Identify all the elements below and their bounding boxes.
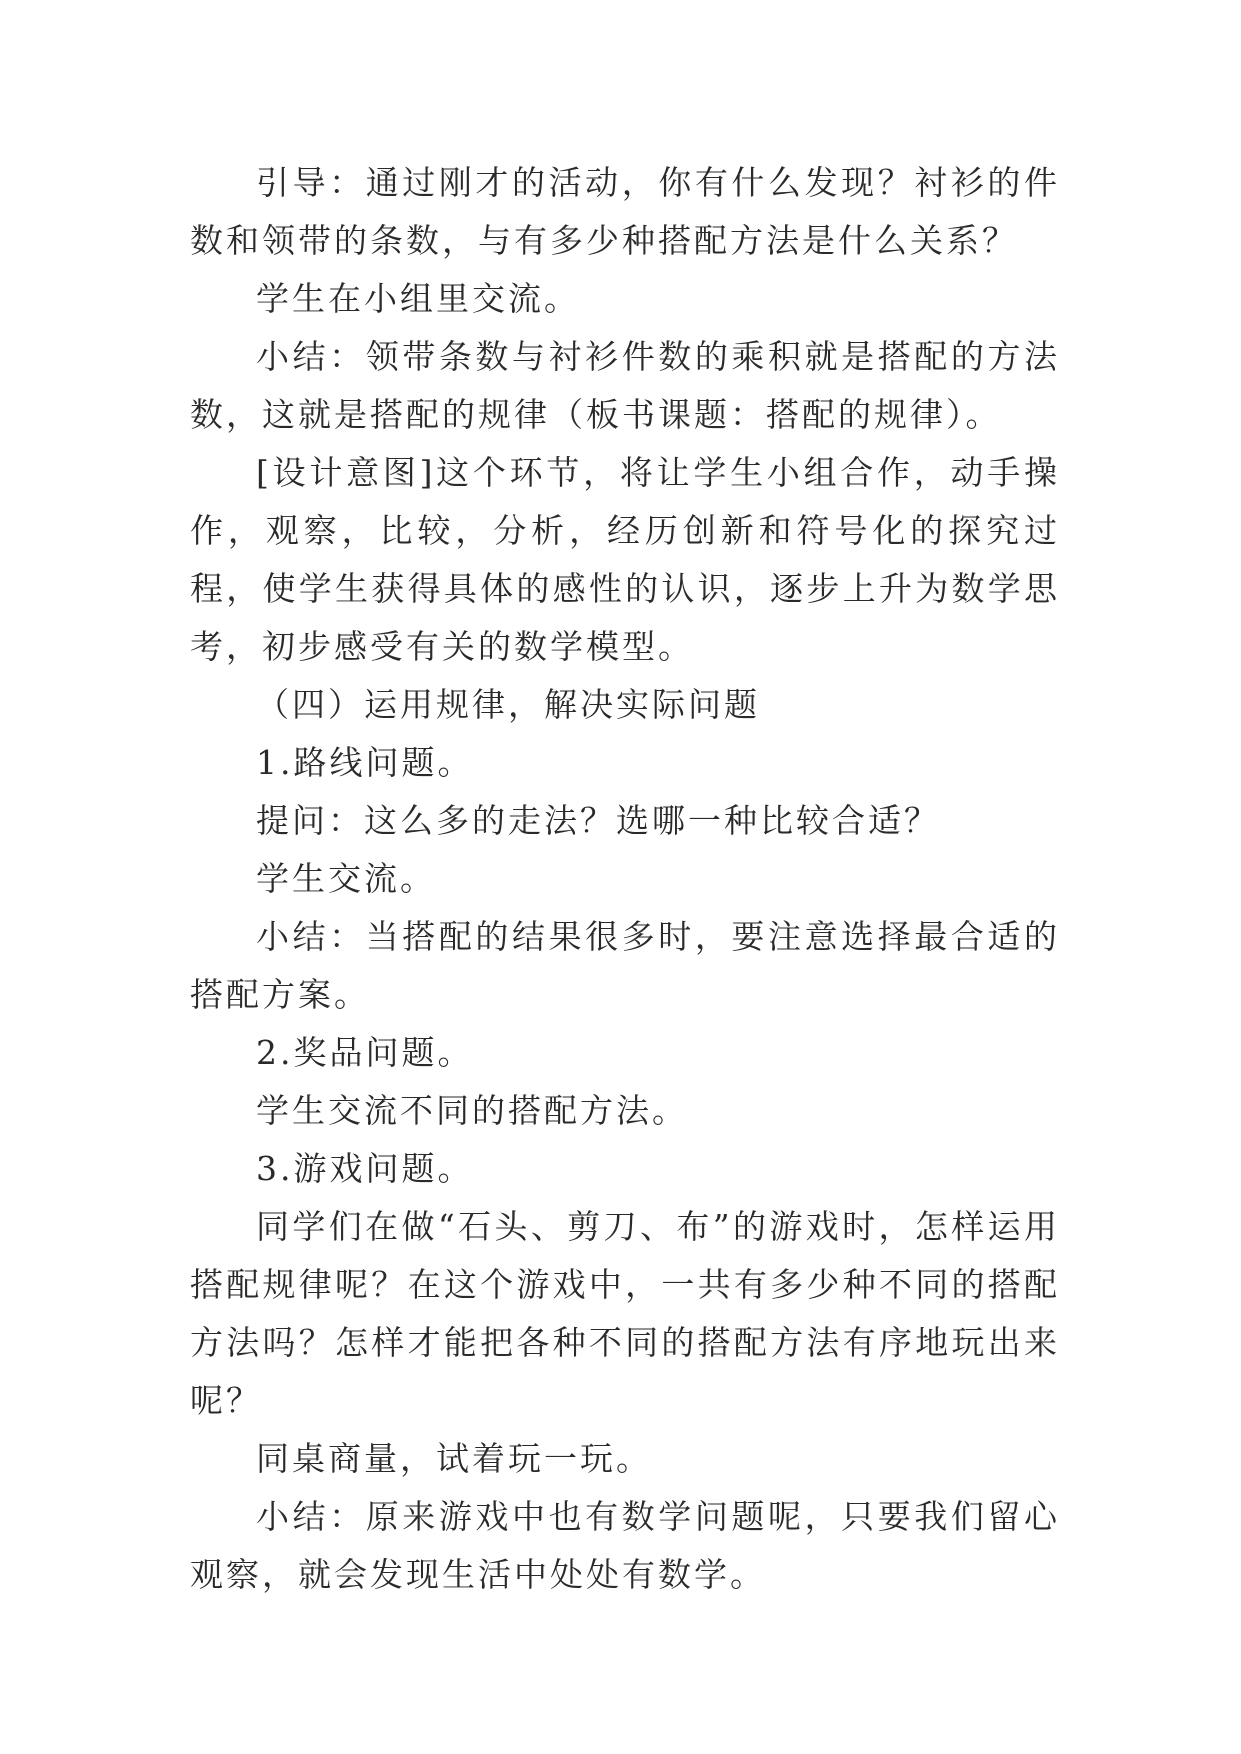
- section-heading-apply-rules: （四）运用规律，解决实际问题: [256, 685, 760, 724]
- paragraph-game-question: 同学们在做“石头、剪刀、布”的游戏时，怎样运用搭配规律呢？在这个游戏中，一共有多少种不同的搭配方法吗？怎样才能把各种不同的搭配方法有序地玩出来呢？: [190, 1207, 1060, 1420]
- paragraph-student-exchange: 学生交流。: [256, 859, 436, 898]
- item-heading-game-problem: 3.游戏问题。: [256, 1149, 474, 1188]
- paragraph-summary-math-life: 小结：原来游戏中也有数学问题呢，只要我们留心观察，就会发现生活中处处有数学。: [190, 1497, 1060, 1594]
- item-heading-route-problem: 1.路线问题。: [256, 743, 474, 782]
- paragraph-question: 提问：这么多的走法？选哪一种比较合适？: [256, 801, 940, 840]
- paragraph-exchange-methods: 学生交流不同的搭配方法。: [256, 1091, 688, 1130]
- paragraph-summary-choice: 小结：当搭配的结果很多时，要注意选择最合适的搭配方案。: [190, 917, 1060, 1014]
- paragraph-desk-mates: 同桌商量，试着玩一玩。: [256, 1439, 652, 1478]
- paragraph-summary-rule: 小结：领带条数与衬衫件数的乘积就是搭配的方法数，这就是搭配的规律（板书课题：搭配的规律）。: [190, 337, 1060, 434]
- document-body: [190, 154, 1060, 1604]
- item-heading-prize-problem: 2.奖品问题。: [256, 1033, 474, 1072]
- paragraph-guidance: 引导：通过刚才的活动，你有什么发现？衬衫的件数和领带的条数，与有多少种搭配方法是什么关系？: [190, 163, 1060, 260]
- paragraph-design-intent: [设计意图]这个环节，将让学生小组合作，动手操作，观察，比较，分析，经历创新和符号化的探究过程，使学生获得具体的感性的认识，逐步上升为数学思考，初步感受有关的数学模型。: [190, 453, 1060, 666]
- paragraph-group-discussion: 学生在小组里交流。: [256, 279, 580, 318]
